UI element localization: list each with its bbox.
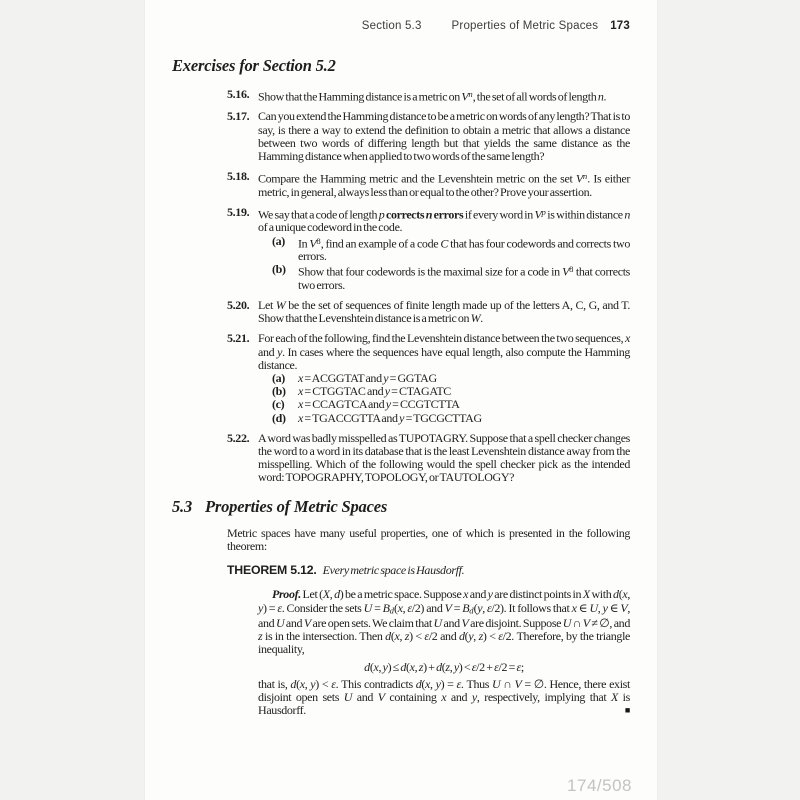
proof-paragraph-2 bbox=[258, 678, 630, 718]
running-head-page-number: 173 bbox=[610, 20, 630, 32]
problem-number: 5.18. bbox=[227, 169, 250, 184]
problem-5-19 bbox=[227, 206, 630, 292]
problem-number: 5.19. bbox=[227, 204, 250, 219]
theorem-label: THEOREM 5.12. bbox=[227, 563, 317, 578]
problem-5-18 bbox=[227, 170, 630, 199]
subitem-b bbox=[258, 263, 630, 292]
subitem-text: x = CTGGTAC and y = CTAGATC bbox=[298, 384, 451, 399]
section-heading bbox=[172, 497, 630, 517]
subitem-text: In $V^8$, find an example of a code C that has four codewords and corrects two errors. bbox=[298, 235, 631, 264]
subitem-d bbox=[258, 412, 630, 425]
proof-paragraph-2-text: that is, d(x, y) < ε. This contradicts d(x, y) = ε. Thus U ∩ V = ∅. Hence, there exist disjoint open sets U and V containing x and y, respectively, implying that X is Hausdorff. bbox=[258, 676, 630, 718]
problem-number: 5.20. bbox=[227, 298, 250, 313]
problem-text: A word was badly misspelled as TUPOTAGRY. Suppose that a spell checker changes the word to a word in its database that is the least Levenshtein distance away from the misspelling. Which of the following would the spell checker pick as the intended word: TOPOGRAPHY, TOPOLOGY, or TAUTOLOGY? bbox=[258, 430, 630, 485]
running-head-section: Section 5.3 bbox=[361, 20, 422, 32]
problem-text: Can you extend the Hamming distance to be a metric on words of any length? That is to say, is there a way to extend the definition to obtain a metric that allows a distance between two words of differing length but that yields the same distance as the Hamming distance when applied to two words of the same length? bbox=[258, 109, 630, 164]
problem-text: Let W be the set of sequences of finite length made up of the letters A, C, G, and T. Show that the Levenshtein distance is a metric on W. bbox=[258, 298, 631, 326]
problem-5-21 bbox=[227, 332, 630, 424]
section-number: 5.3 bbox=[172, 496, 193, 516]
problem-text: Compare the Hamming metric and the Levenshtein metric on the set $V^n$. Is either metric, in general, always less than or equal to the other? Prove your assertion. bbox=[258, 171, 630, 199]
running-head-title: Properties of Metric Spaces bbox=[451, 20, 599, 32]
subitem-marker: (a) bbox=[272, 371, 285, 386]
problem-number: 5.16. bbox=[227, 87, 250, 101]
display-equation: d(x, y) ≤ d(x, z) + d(z, y) < ε/2 + ε/2 = ε; bbox=[364, 659, 524, 674]
problem-5-20 bbox=[227, 299, 630, 325]
book-page bbox=[145, 0, 657, 800]
problem-5-16 bbox=[227, 88, 630, 103]
section-intro: Metric spaces have many useful properties, one of which is presented in the following theorem: bbox=[227, 525, 630, 553]
problem-text: For each of the following, find the Levenshtein distance between the two sequences, x and y. In cases where the sequences have equal length, also compute the Hamming distance. bbox=[258, 331, 630, 372]
problem-text: We say that a code of length p corrects n errors if every word in $V^p$ is within distance n of a unique codeword in the code. bbox=[258, 206, 630, 235]
subitem-marker: (c) bbox=[272, 397, 285, 412]
qed-square: ■ bbox=[624, 705, 630, 716]
subitem-text: x = ACGGTAT and y = GGTAG bbox=[298, 371, 437, 386]
running-head bbox=[172, 20, 630, 32]
proof-paragraph-1: Proof. Let (X, d) be a metric space. Suppose x and y are distinct points in X with d(x, y) = ε. Consider the sets U = Bd(x, ε/2) and V = Bd(y, ε/2). It follows that x ∈ U, y ∈ V, and U and V are open sets. We claim that U and V are disjoint. Suppose U ∩ V ≠ ∅, and z is in the intersection. Then d(x, z) < ε/2 and d(y, z) < ε/2. Therefore, by the triangle inequality, bbox=[258, 587, 631, 657]
problem-list bbox=[227, 88, 630, 485]
subitem-marker: (d) bbox=[272, 410, 286, 425]
subitem-text: x = CCAGTCA and y = CCGTCTTA bbox=[298, 397, 460, 412]
problem-number: 5.17. bbox=[227, 109, 250, 124]
theorem-5-12 bbox=[227, 564, 630, 577]
subitem-text: x = TGACCGTTA and y = TGCGCTTAG bbox=[298, 410, 482, 425]
problem-number: 5.22. bbox=[227, 430, 250, 445]
subitem-text: Show that four codewords is the maximal size for a code in $V^8$ that corrects two errors. bbox=[298, 264, 631, 292]
subitem-marker: (b) bbox=[272, 384, 286, 399]
exercises-heading: Exercises for Section 5.2 bbox=[172, 56, 336, 75]
subitem-a bbox=[258, 235, 630, 264]
problem-5-22 bbox=[227, 432, 630, 485]
theorem-statement: Every metric space is Hausdorff. bbox=[322, 563, 465, 578]
subitem-marker: (b) bbox=[272, 262, 286, 277]
problem-text: Show that the Hamming distance is a metric on $V^n$, the set of all words of length n. bbox=[258, 89, 607, 104]
proof-block bbox=[258, 588, 630, 717]
section-title: Properties of Metric Spaces bbox=[205, 496, 388, 516]
page-progress-indicator: 174/508 bbox=[567, 776, 632, 795]
subitem-marker: (a) bbox=[272, 233, 285, 248]
problem-5-17 bbox=[227, 110, 630, 163]
problem-number: 5.21. bbox=[227, 331, 250, 346]
